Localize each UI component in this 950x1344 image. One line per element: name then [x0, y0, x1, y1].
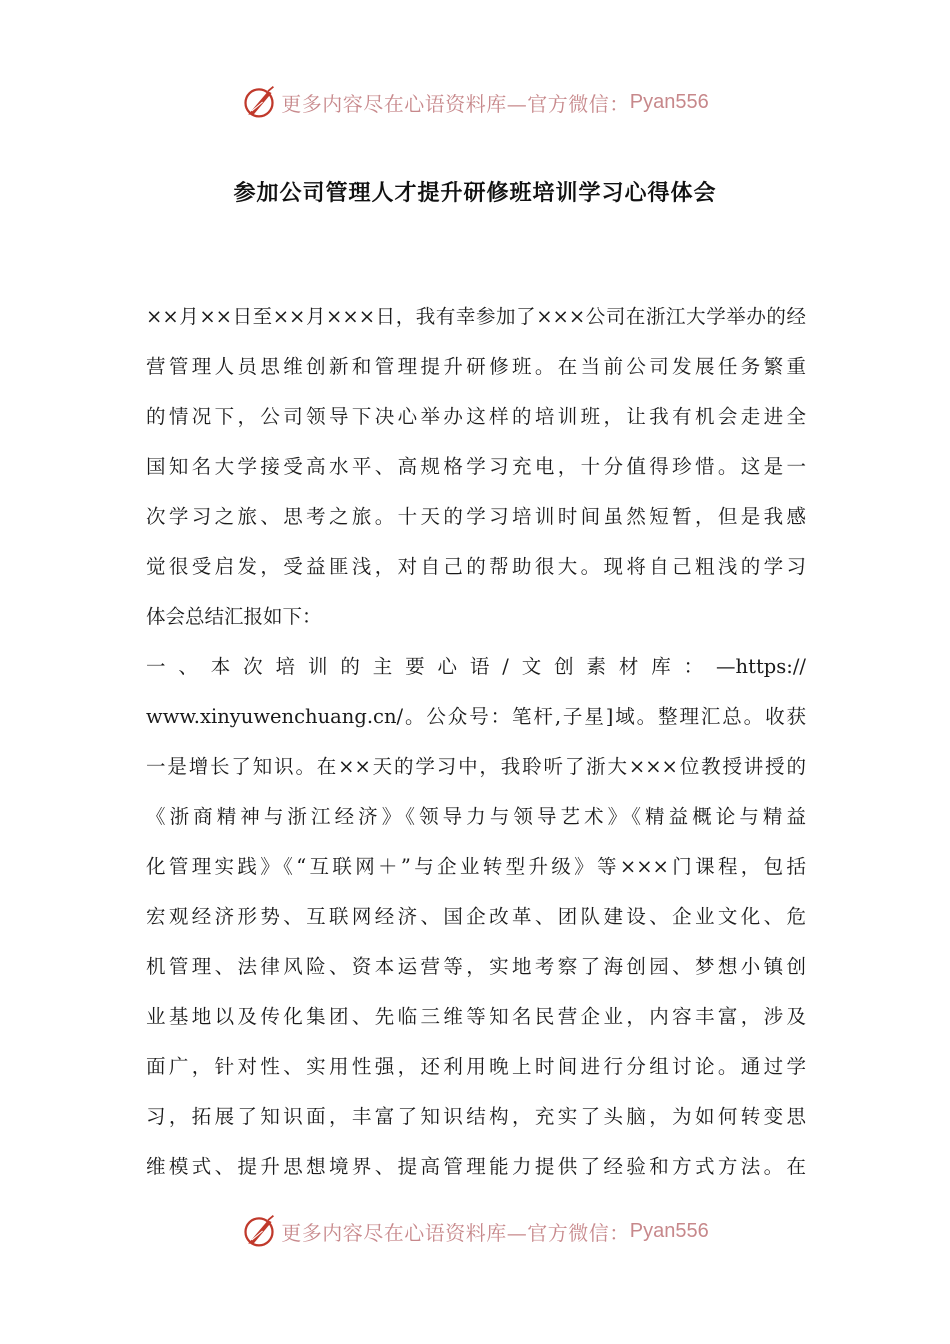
text-line: 的情况下，公司领导下决心举办这样的培训班，让我有机会走进全 [146, 405, 806, 428]
document-body [146, 292, 806, 1192]
wechat-id: Pyan556 [629, 1219, 709, 1242]
text-line: 维模式、提升思想境界、提高管理能力提供了经验和方式方法。在 [146, 1155, 806, 1178]
wechat-id: Pyan556 [629, 90, 709, 113]
text-line: 面广，针对性、实用性强，还利用晚上时间进行分组讨论。通过学 [146, 1055, 806, 1078]
document-title: 参加公司管理人才提升研修班培训学习心得体会 [233, 181, 717, 206]
quill-logo-icon [241, 84, 277, 120]
quill-logo-icon [241, 1213, 277, 1249]
text-line: 体会总结汇报如下： [146, 605, 322, 628]
text-line: 国知名大学接受高水平、高规格学习充电，十分值得珍惜。这是一 [146, 455, 806, 478]
header-banner [0, 82, 950, 122]
text-line: 业基地以及传化集团、先临三维等知名民营企业，内容丰富，涉及 [146, 1005, 806, 1028]
text-line: 一是增长了知识。在××天的学习中，我聆听了浙大×××位教授讲授的 [146, 755, 806, 778]
banner-text: 更多内容尽在心语资料库—官方微信： [281, 91, 630, 116]
text-line: 习，拓展了知识面，丰富了知识结构，充实了头脑，为如何转变思 [146, 1105, 806, 1128]
text-line: 一、本次培训的主要心语/文创素材库：—https:// [146, 655, 806, 678]
text-line: www.xinyuwenchuang.cn/。公众号：笔杆,子星]域。整理汇总。收获 [146, 705, 806, 728]
text-line: 营管理人员思维创新和管理提升研修班。在当前公司发展任务繁重 [146, 355, 806, 378]
text-line: 宏观经济形势、互联网经济、国企改革、团队建设、企业文化、危 [146, 905, 806, 928]
text-line: ××月××日至××月×××日，我有幸参加了×××公司在浙江大学举办的经 [146, 305, 806, 328]
text-line: 次学习之旅、思考之旅。十天的学习培训时间虽然短暂，但是我感 [146, 505, 806, 528]
text-line: 化管理实践》《“互联网＋”与企业转型升级》等×××门课程，包括 [146, 855, 806, 878]
banner-text: 更多内容尽在心语资料库—官方微信： [281, 1220, 630, 1245]
text-line: 觉很受启发，受益匪浅，对自己的帮助很大。现将自己粗浅的学习 [146, 555, 806, 578]
text-line: 《浙商精神与浙江经济》《领导力与领导艺术》《精益概论与精益 [146, 805, 806, 828]
footer-banner [0, 1211, 950, 1251]
text-line: 机管理、法律风险、资本运营等，实地考察了海创园、梦想小镇创 [146, 955, 806, 978]
